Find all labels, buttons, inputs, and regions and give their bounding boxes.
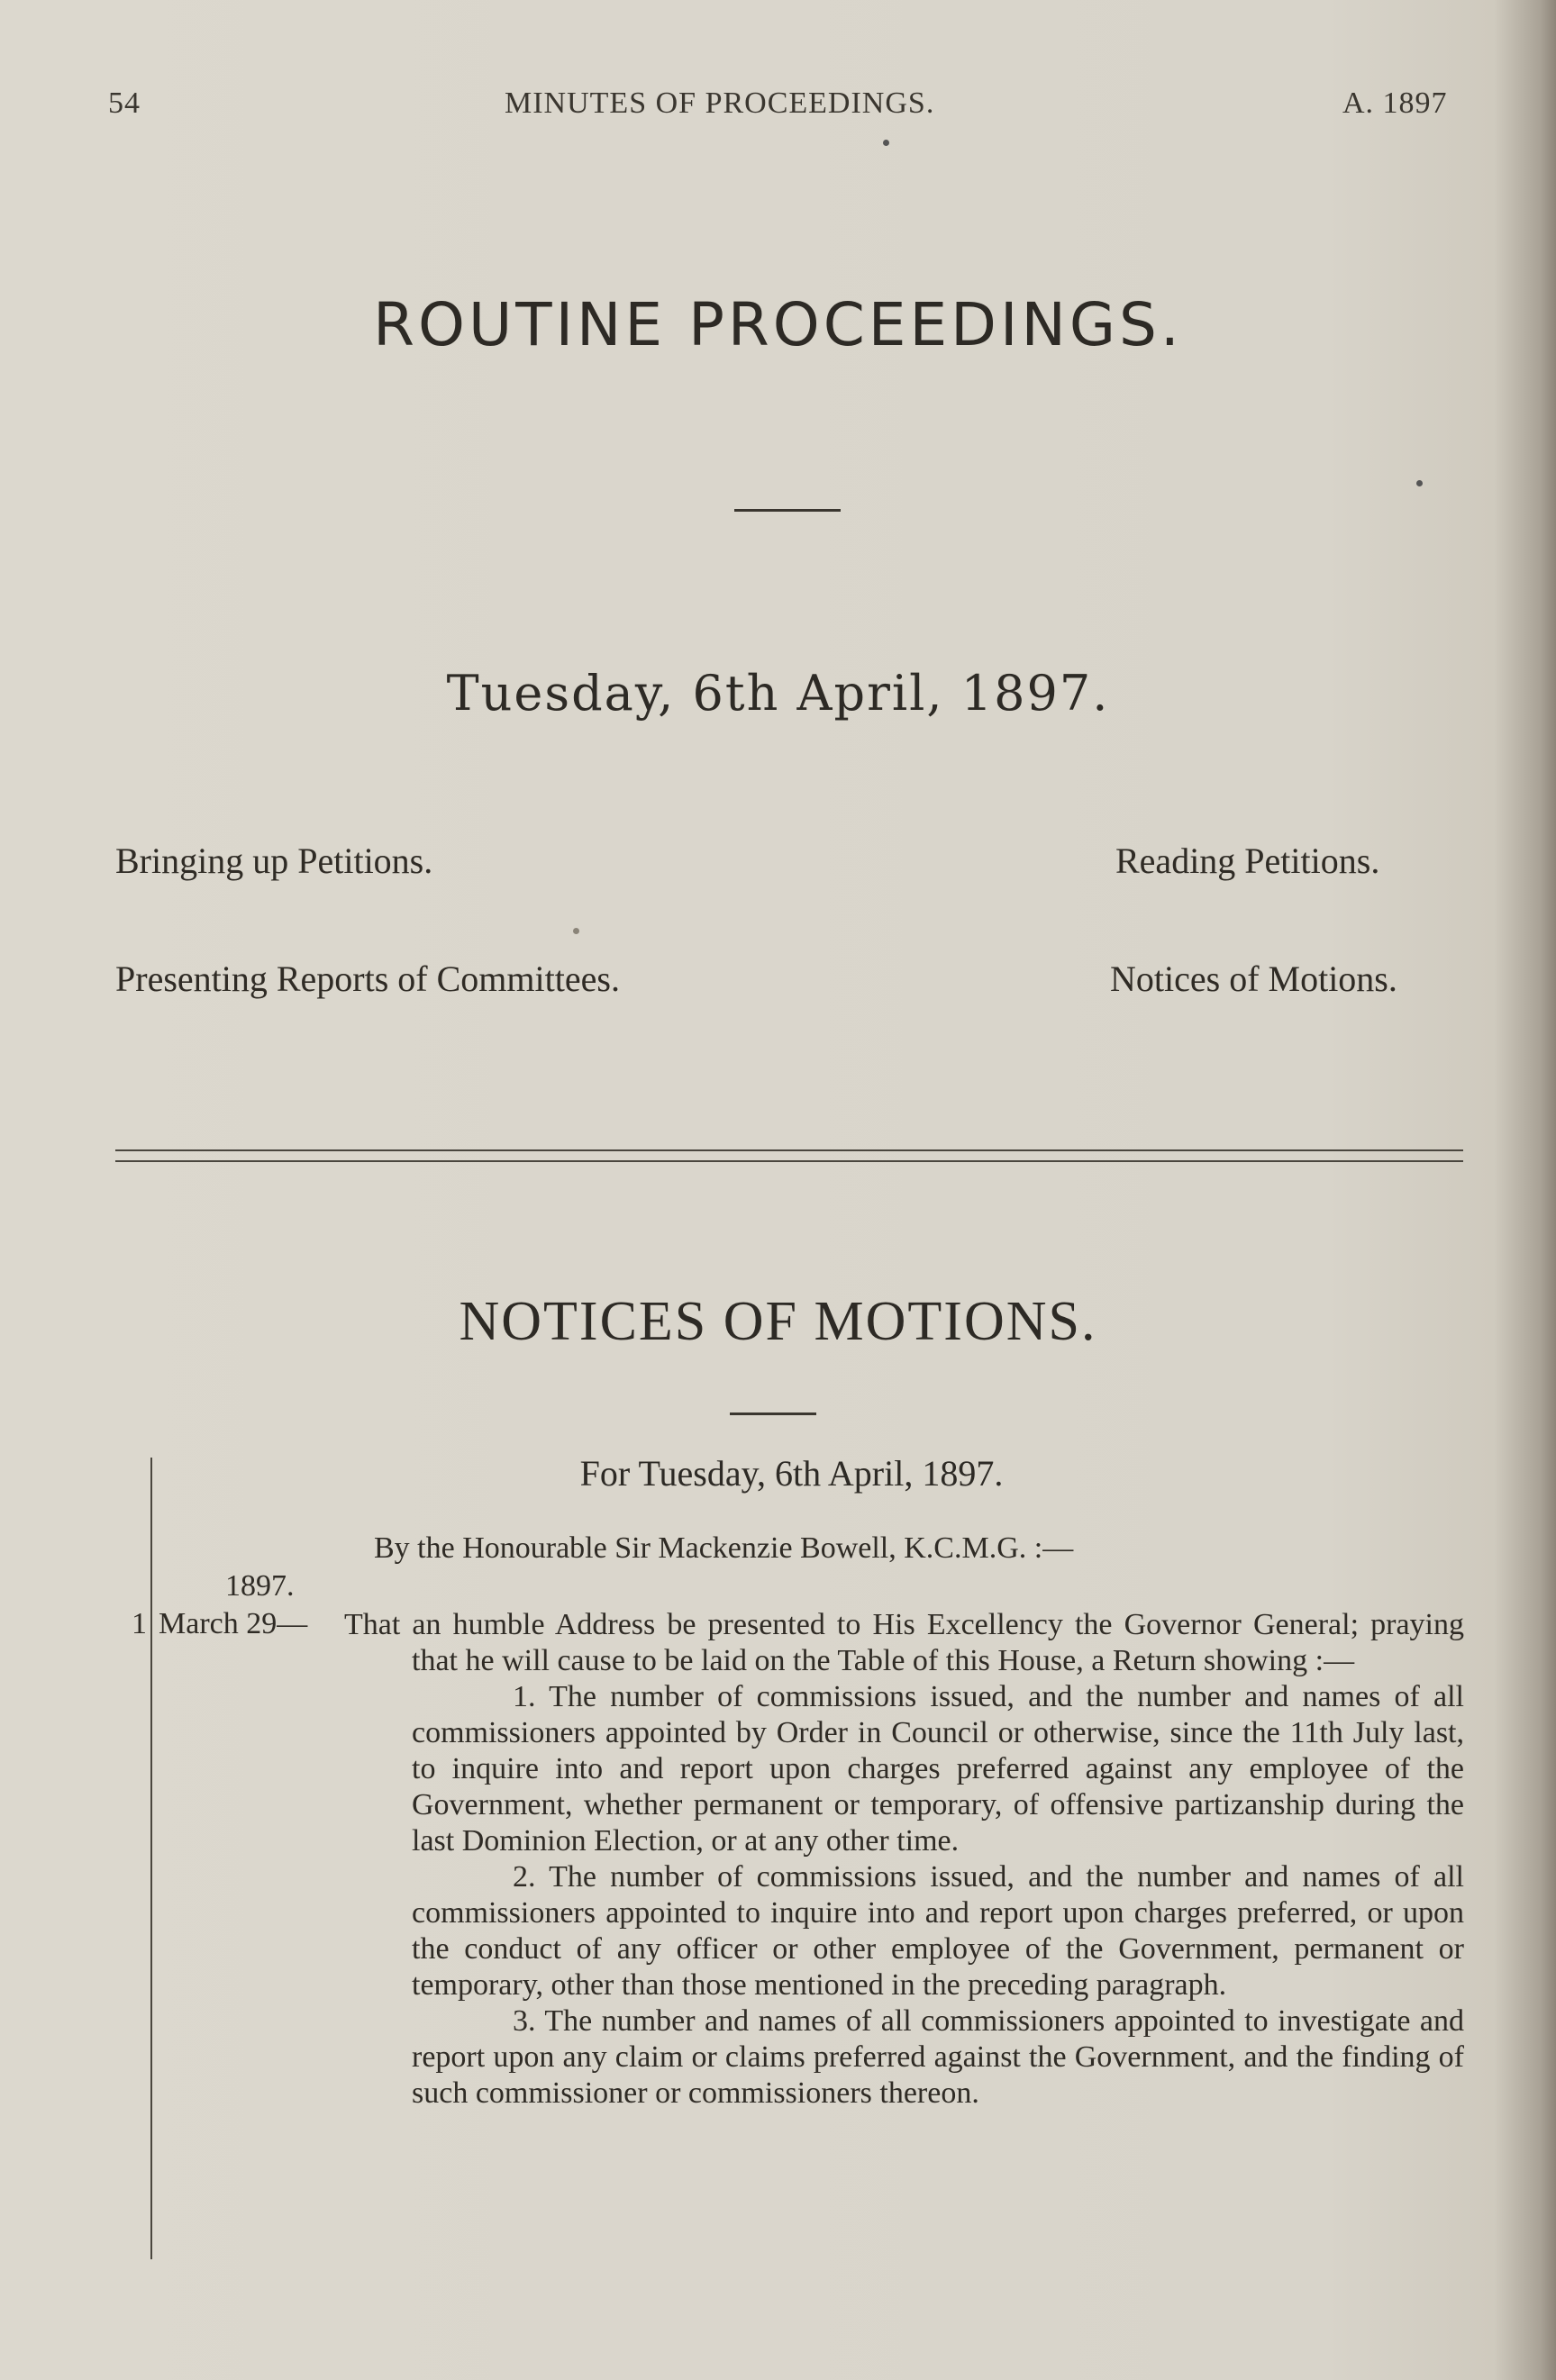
routine-item-notices-of-motions: Notices of Motions. xyxy=(1110,958,1397,999)
motion-date: March 29— xyxy=(159,1607,308,1640)
motion-paragraph-3: 3. The number and names of all commissioners appointed to investigate and report upon any claim or claims preferred against the Government, and the finding of such commissioner or commissioners thereon. xyxy=(412,2004,1464,2110)
motion-paragraph-2: 2. The number of commissions issued, and the number and names of all commissioners appointed to inquire into and report upon charges preferred, or upon the conduct of any officer or other employee of the Government, permanent or temporary, other than those mentioned in the preceding paragraph. xyxy=(412,1860,1464,2002)
running-year: A. 1897 xyxy=(1342,86,1448,120)
motion-number: 1 xyxy=(132,1607,147,1640)
routine-title: ROUTINE PROCEEDINGS. xyxy=(373,290,1183,359)
running-title: MINUTES OF PROCEEDINGS. xyxy=(505,86,935,120)
motion-intro: That an humble Address be presented to His Excellency the Governor General; praying that he will cause to be laid on the Table of this House, a Return showing :— xyxy=(344,1608,1464,1677)
ink-speck xyxy=(573,928,579,934)
notices-date: For Tuesday, 6th April, 1897. xyxy=(579,1453,1004,1494)
margin-year: 1897. xyxy=(225,1569,295,1603)
mover-byline: By the Honourable Sir Mackenzie Bowell, K.C.M.G. :— xyxy=(374,1531,1074,1565)
routine-item-presenting-reports: Presenting Reports of Committees. xyxy=(115,958,620,999)
notices-title: NOTICES OF MOTIONS. xyxy=(459,1291,1097,1352)
routine-item-reading-petitions: Reading Petitions. xyxy=(1115,840,1380,881)
margin-rule xyxy=(150,1458,152,2259)
section-divider xyxy=(115,1149,1463,1162)
motion-paragraph-1: 1. The number of commissions issued, and the number and names of all commissioners appointed by Order in Council or otherwise, since the 11th July last, to inquire into and report upon charges preferred against any employee of the Government, whether permanent or temporary, of offensive partizanship during the last Dominion Election, or at any other time. xyxy=(412,1680,1464,1858)
session-date: Tuesday, 6th April, 1897. xyxy=(446,665,1110,722)
ink-speck xyxy=(1416,480,1423,486)
ink-speck xyxy=(883,140,889,146)
notices-rule xyxy=(730,1413,816,1415)
routine-item-bringing-petitions: Bringing up Petitions. xyxy=(115,840,433,881)
motion-text xyxy=(344,1607,1464,2112)
page-number: 54 xyxy=(108,86,141,120)
title-rule xyxy=(734,509,841,512)
